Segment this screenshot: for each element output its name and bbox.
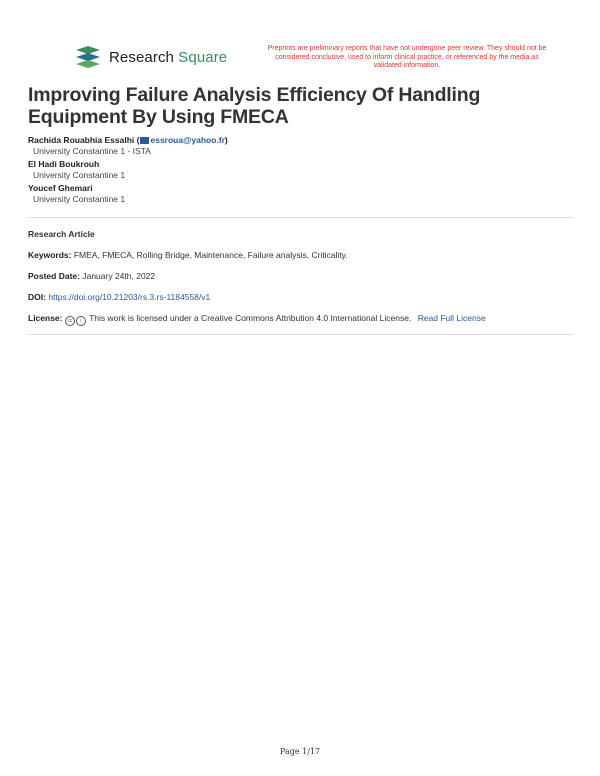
posted-date-line: Posted Date: January 24th, 2022: [28, 271, 156, 281]
research-square-logo[interactable]: [76, 46, 227, 68]
page-number: Page 1/17: [279, 747, 321, 756]
envelope-icon: [140, 137, 149, 144]
author-name: El Hadi Boukrouh: [28, 159, 100, 169]
research-square-logo-icon: [76, 46, 102, 68]
attribution-icon: i: [76, 316, 86, 326]
license-line: License: cc i This work is licensed under a Creative Commons Attribution 4.0 International License. Read Full License: [28, 313, 486, 324]
divider: [28, 334, 574, 335]
page-header: [0, 0, 600, 80]
doi-link[interactable]: https://doi.org/10.21203/rs.3.rs-1184558/v1: [48, 292, 211, 302]
author-name: Youcef Ghemari: [28, 183, 93, 193]
author-email-link[interactable]: essroua@yahoo.fr: [150, 135, 225, 145]
logo-text: Research Square: [109, 48, 228, 66]
author-name: Rachida Rouabhia Essalhi ( essroua@yahoo.fr): [28, 135, 228, 145]
preprint-disclaimer: Preprints are preliminary reports that have not undergone peer review. They should not be considered conclusive, used to inform clinical practice, or referenced by the media as validated information.: [267, 45, 547, 69]
author-affiliation: University Constantine 1 - ISTA: [33, 146, 151, 156]
doi-line: DOI: https://doi.org/10.21203/rs.3.rs-1184558/v1: [28, 292, 211, 302]
author-affiliation: University Constantine 1: [33, 194, 126, 204]
author-affiliation: University Constantine 1: [33, 170, 126, 180]
read-full-license-link[interactable]: Read Full License: [417, 313, 486, 323]
divider: [28, 217, 574, 218]
paper-title: Improving Failure Analysis Efficiency Of Handling Equipment By Using FMECA: [28, 84, 481, 128]
creative-commons-icon: cc: [65, 316, 75, 326]
paper-front-matter: [28, 84, 574, 335]
keywords-line: Keywords: FMEA, FMECA, Rolling Bridge, Maintenance, Failure analysis, Criticality.: [28, 250, 348, 260]
article-type: Research Article: [28, 229, 95, 239]
